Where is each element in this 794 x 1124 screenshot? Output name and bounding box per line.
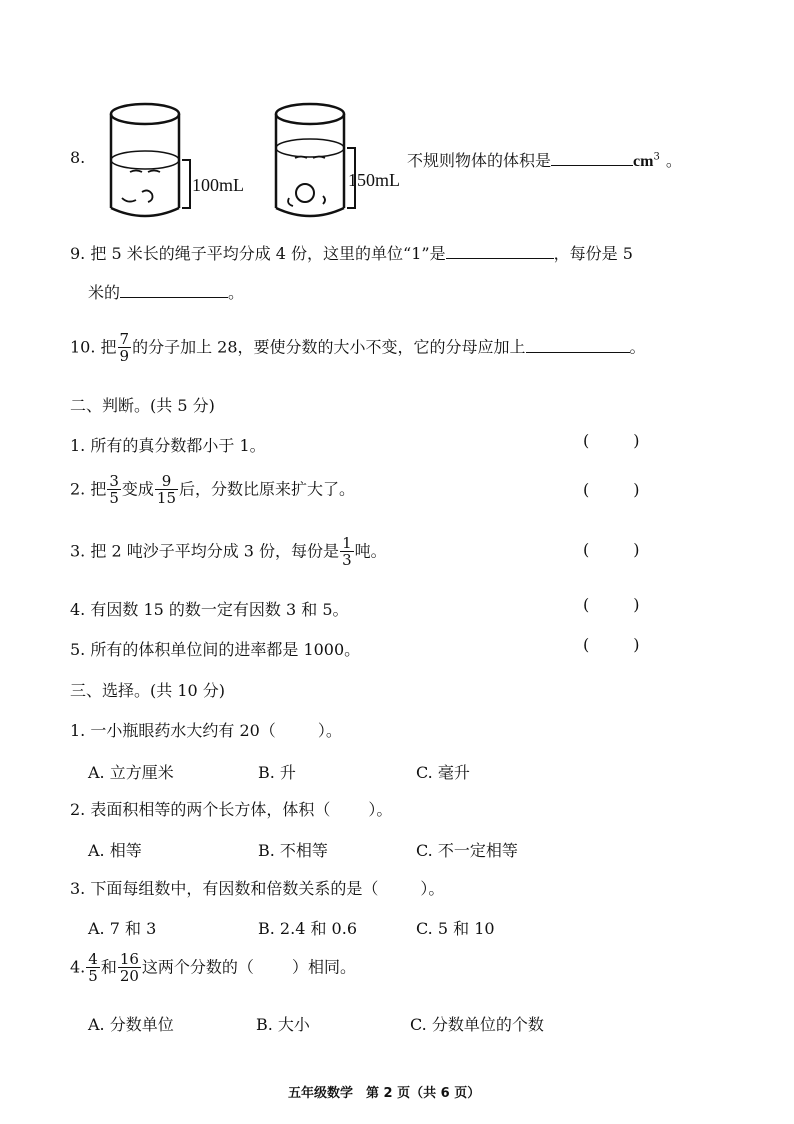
judge-q4-answer[interactable]: ( ) xyxy=(583,595,640,614)
judge-q2-fraction-2: $\frac{9}{15}$ xyxy=(156,472,177,507)
choice-q2: 2. 表面积相等的两个长方体，体积（ ）。 xyxy=(70,800,393,819)
choice-q4-fraction-2: $\frac{16}{20}$ xyxy=(119,950,139,985)
judge-q3-answer[interactable]: ( ) xyxy=(583,540,640,559)
judge-q5-answer[interactable]: ( ) xyxy=(583,635,640,654)
q10-line xyxy=(70,332,646,364)
q10-text-a: 10. 把 xyxy=(70,337,117,357)
choice-q1-option-b[interactable]: B. 升 xyxy=(258,763,296,782)
volume-label-100: 100mL xyxy=(192,175,244,195)
choice-q4-fraction-1: $\frac{4}{5}$ xyxy=(88,950,98,985)
volume-label-150: 150mL xyxy=(348,170,400,190)
judge-q5: 5. 所有的体积单位间的进率都是 1000。 xyxy=(70,640,361,659)
q8-end: 。 xyxy=(665,151,682,170)
choice-q1: 1. 一小瓶眼药水大约有 20（ ）。 xyxy=(70,721,342,740)
beaker-2-icon xyxy=(276,104,344,216)
choice-q4: 4. $\frac{4}{5}$ 和 $\frac{16}{20}$ 这两个分数的（ ）相同。 xyxy=(70,950,356,985)
judge-q1-answer[interactable]: ( ) xyxy=(583,431,640,450)
choice-q3-option-b[interactable]: B. 2.4 和 0.6 xyxy=(258,919,357,938)
choice-q3: 3. 下面每组数中，有因数和倍数关系的是（ ）。 xyxy=(70,879,445,898)
choice-q3-option-c[interactable]: C. 5 和 10 xyxy=(416,919,495,938)
q8-unit: cm xyxy=(633,153,654,170)
q9-line2 xyxy=(88,280,244,303)
beaker-1-icon xyxy=(111,104,179,216)
judge-q4: 4. 有因数 15 的数一定有因数 3 和 5。 xyxy=(70,600,349,619)
choice-q1-option-a[interactable]: A. 立方厘米 xyxy=(88,763,174,782)
q9-text-a: 9. 把 5 米长的绳子平均分成 4 份，这里的单位“1”是 xyxy=(70,244,446,263)
q9-text-c: 米的 xyxy=(88,283,121,302)
beakers-figure xyxy=(100,100,420,225)
q9-line1 xyxy=(70,241,633,264)
q10-blank[interactable] xyxy=(526,336,630,352)
q10-text-b: 的分子加上 28，要使分数的大小不变，它的分母应加上 xyxy=(132,337,526,357)
judge-q2-fraction-1: $\frac{3}{5}$ xyxy=(109,472,119,507)
choice-q2-option-b[interactable]: B. 不相等 xyxy=(258,841,328,860)
q8-unit-sup: 3 xyxy=(653,151,660,163)
q9-text-b: ，每份是 5 xyxy=(553,244,633,263)
choice-q2-option-a[interactable]: A. 相等 xyxy=(88,841,142,860)
q9-blank-2[interactable] xyxy=(120,282,228,298)
q8-answer-blank[interactable] xyxy=(551,150,633,166)
q8-text: 不规则物体的体积是 xyxy=(407,151,552,170)
section-2-title: 二、判断。(共 5 分) xyxy=(70,396,215,415)
judge-q3: 3. 把 2 吨沙子平均分成 3 份，每份是 $\frac{1}{3}$ 吨。 xyxy=(70,534,387,569)
choice-q4-option-b[interactable]: B. 大小 xyxy=(256,1015,310,1034)
judge-q2-answer[interactable]: ( ) xyxy=(583,480,640,499)
page-footer: 五年级数学 第 2 页（共 6 页） xyxy=(288,1086,481,1101)
q9-text-d: 。 xyxy=(228,283,245,302)
section-3-title: 三、选择。(共 10 分) xyxy=(70,681,226,700)
bracket-1-icon xyxy=(182,160,190,208)
choice-q4-option-a[interactable]: A. 分数单位 xyxy=(88,1015,174,1034)
judge-q3-fraction: $\frac{1}{3}$ xyxy=(342,534,352,569)
judge-q2: 2. 把 $\frac{3}{5}$ 变成 $\frac{9}{15}$ 后，分数比原来扩大了。 xyxy=(70,472,356,507)
choice-q2-option-c[interactable]: C. 不一定相等 xyxy=(416,841,518,860)
q10-text-c: 。 xyxy=(629,337,646,357)
choice-q3-option-a[interactable]: A. 7 和 3 xyxy=(88,919,157,938)
choice-q4-option-c[interactable]: C. 分数单位的个数 xyxy=(410,1015,544,1034)
q9-blank-1[interactable] xyxy=(446,243,554,259)
q8-number: 8. xyxy=(70,148,86,167)
choice-q1-option-c[interactable]: C. 毫升 xyxy=(416,763,470,782)
q10-fraction: $\frac{7}{9}$ xyxy=(119,330,130,365)
judge-q1: 1. 所有的真分数都小于 1。 xyxy=(70,436,266,455)
q8-question xyxy=(407,148,682,171)
